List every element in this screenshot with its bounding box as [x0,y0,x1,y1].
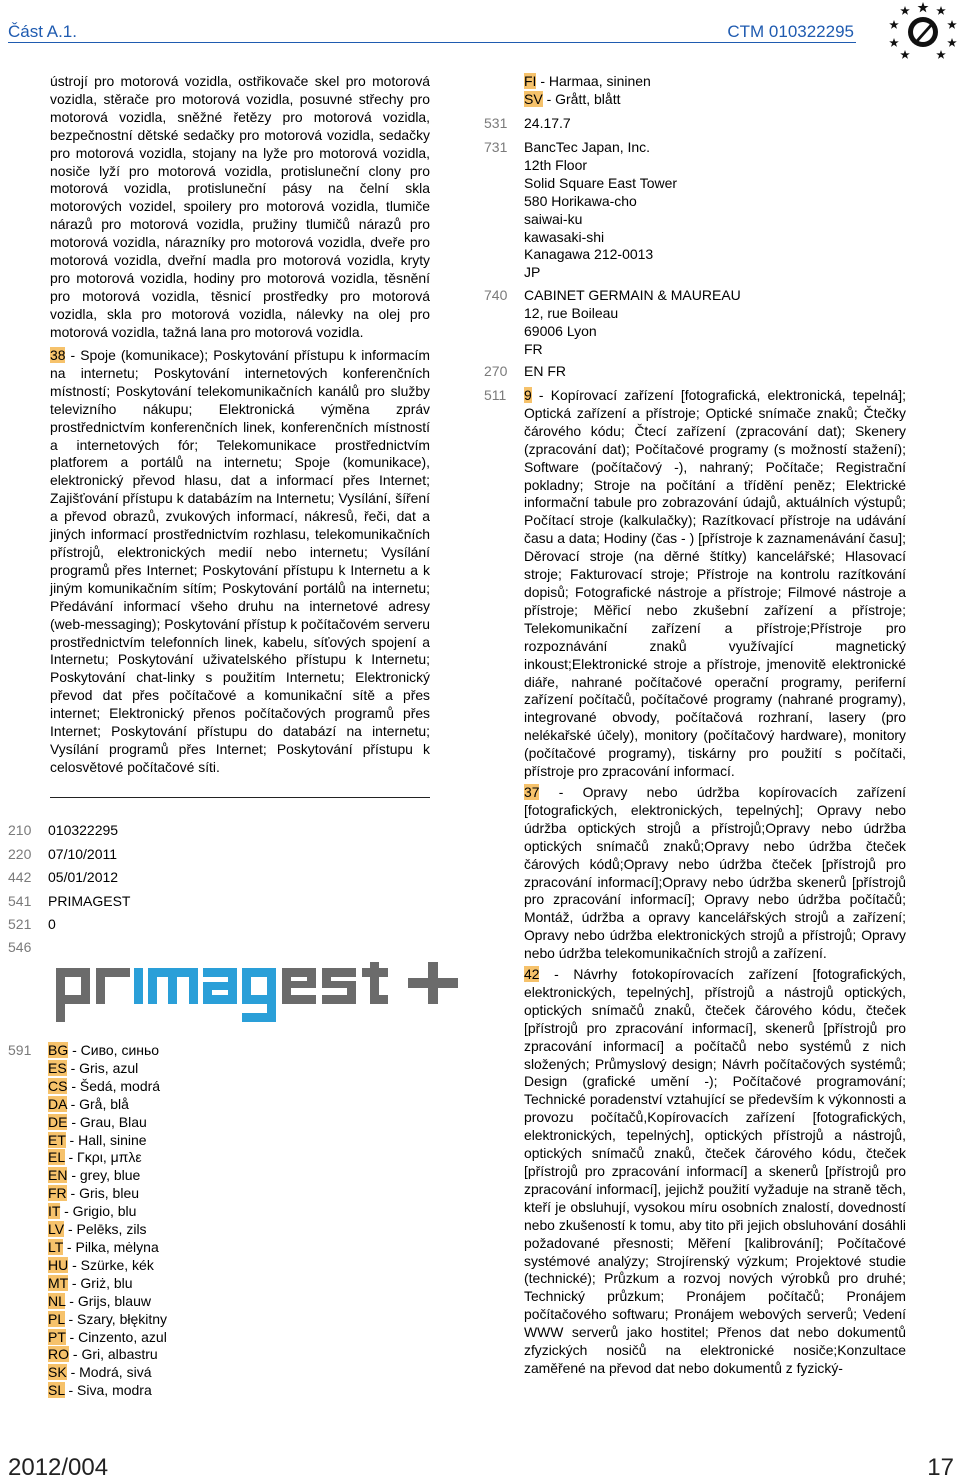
owner-line: 12th Floor [524,156,588,173]
class-9-paragraph [524,387,906,781]
field-541 [8,893,433,917]
mark-text: PRIMAGEST [48,893,131,909]
color-claim-item [48,1132,238,1150]
color-text: - Siva, modra [64,1382,152,1399]
class-42-paragraph [524,966,906,1378]
field-code: 210 [8,822,32,838]
class-38-block [50,347,430,777]
color-text: - Šedá, modrá [67,1077,161,1094]
field-511 [0,387,507,407]
color-claim-item [48,1364,238,1382]
owner-line: BancTec Japan, Inc. [524,139,651,155]
representative-line: CABINET GERMAIN & MAUREAU [524,287,741,303]
ctm-number: CTM 010322295 [727,22,854,41]
language-code: RO [48,1346,69,1363]
color-claim-item [48,1203,238,1221]
language-code: SV [524,90,543,107]
owner-line: Kanagawa 212-0013 [524,246,654,263]
class-37-paragraph [524,784,906,963]
language-code: HU [48,1256,69,1273]
color-text: - Gris, bleu [66,1185,140,1202]
owner-line: saiwai-ku [524,210,583,227]
primagest-logo [56,962,458,1028]
language-code: PL [48,1310,65,1327]
class-9-text: - Kopírovací zařízení [fotografická, elektronická, tepelná]; Optická zařízení a přístroje; Optické snímače znaků; Čtečky čárového kódu; Čtecí zařízení (zpracování dat); Skenery (zpracování dat); Počítačové programy (s možností stažení); Software (počítačový -), nahraný; Počítače; Registrační pokladny; Stroje na počítání a třídění peněz; Elektrické informační tabule pro zobrazování údajů, aktuálních výstupů; Počítací stroje (kalkulačky); Razítkovací přístroje na udávání času a data; Hodiny (čas - ) [přístroje k zaznamenávání času]; Děrovací stroje (na děrné štítky) kancelářské; Hlasovací stroje; Fakturovací stroje; Přístroje na kontrolu razítkování dopisů; Fotografické nástroje a přístroje; Filmové nástroje a přístroje; Měřicí nebo zkušební zařízení a přístroje; Telekomunikační zařízení a přístroje;Přístroje pro rozpoznávání znaků využívající magnetický inkoust;Elektronické stroje a přístroje, jmenovitě elektronické diáře, nahrané počítačové operační programy, periferní zařízení počítačů, počítačové programy (nahrané programy), integrované obvody, počítačová rozhraní, lasery (pro nelékařské účely), monitory (počítačový hardware), monitory (počítačové programy), tiskárny pro použití s počítači, přístroje pro zpracování informací. [524,387,906,780]
color-claim-item [48,1042,238,1060]
language-code: ES [48,1059,67,1076]
representative-line: FR [524,340,543,357]
language-code: MT [48,1274,68,1291]
field-code: 546 [8,939,32,955]
representative-line: 69006 Lyon [524,322,597,339]
field-521 [8,916,433,940]
color-claim-item [48,1311,238,1329]
representative-address [524,287,741,359]
language-code: NL [48,1292,66,1309]
owner-address [524,139,677,282]
color-text: - Grigio, blu [60,1203,137,1220]
field-270 [0,363,960,383]
color-claim-item [48,1239,238,1257]
color-claim-item [48,1114,238,1132]
color-claim-item [48,1060,238,1078]
language-code: PT [48,1328,66,1345]
field-210 [8,822,433,846]
class-42-text: - Návrhy fotokopírovacích zařízení [fotografických, elektronických, tepelných], přístrojů a nástrojů optických, optických snímačů znaků, čteček čárového kódu, čteček [přístrojů pro zpracování informací], skenerů [přístrojů pro zpracování informací] a počítačů nebo systémů z nich složených; Průmyslový design; Návrh počítačových systémů; Design (grafické umění -); Počítačové programování; Technické poradenství vztahující se především k výkonnosti a provozu počítačů,Kopírovacích zařízení [fotografických, elektronických, tepelných], optických přístrojů a nástrojů, optických snímačů znaků, čteček čárového kódu, čteček [přístrojů pro zpracování informací] a skenerů [přístrojů pro zpracování informací], jejichž použití vyžaduje na straně těch, kteří je obsluhují, vysokou míru osobních znalostí, dovedností nebo zkušeností k tomu, aby tito při jejich obsluhování dosáhli požadované přesnosti; Měření [kalibrování]; Počítačové systémové analýzy; Strojírenský výzkum; Projektové studie (technické); Průzkum a rozvoj nových výrobků pro druhé; Technický průzkum; Pronájem počítačů; Pronájem počítačového softwaru; Pronájem webových serverů; Vedení WWW serverů jako hostitel; Přenos dat nebo dokumentů zfyzických nosičů na elektronické nosiče;Konzultace zaměřené na převod dat nebo dokumentů z fyzický- [524,966,906,1376]
color-claim-item [48,1293,238,1311]
language-code: CS [48,1077,68,1094]
issue-number: 2012/004 [8,1454,109,1481]
field-code: 270 [484,363,508,379]
language-code: EN [48,1167,68,1184]
field-531 [0,115,960,135]
field-code: 541 [8,893,32,909]
field-731 [0,139,508,159]
field-code: 442 [8,869,32,885]
color-claims-right [524,73,651,109]
owner-line: kawasaki-shi [524,228,605,245]
class-38-text: - Spoje (komunikace); Poskytování přístupu k informacím na internetu; Poskytování internetových konferenčních místností; Poskytování telekomunikačních kanálů pro služby televizního nákupu; Elektronická výměna zpráv prostřednictvím konferenčních linek, konferenčních místností a internetových fór; Telekomunikace prostřednictvím platforem a portálů na internetu; Spoje (komunikace), elektronický převod hlasu, dat a informací přes Internet; Zajišťování přístupu k databázím na Internetu; Vysílání, šíření a převod obrazů, zvukových informací, nákresů, řeči, dat a jiných informací prostřednictvím rozhlasu, telekomunikačních přístrojů, elektronických medií nebo internetu; Vysílání programů přes Internet; Poskytování přístupu k Internetu a k jiným komunikačním sítím; Poskytování portálů na internetu; Předávání informací všeho druhu na internetové adresy (web-messaging); Poskytování přístup k počítačovém serveru prostřednictvím telefonních linek, kabelu, síťových spojení a Internetu; Poskytování uživatelského přístupu k Internetu; Poskytování chat-linky s použitím Internetu; Elektronický převod dat přes počítačové a komunikační sítě a přes internet; Elektronický přenos počítačových programů přes Internet; Poskytování přístupu do databází na internetu; Vysílání programů přes Internet; Poskytování přístupu k celosvětové počítačové síti. [50,347,430,775]
page-number: 17 [927,1454,954,1481]
color-claim-item [48,1185,238,1203]
class-37-block [524,784,906,963]
field-code: 731 [484,139,508,155]
color-text: - grey, blue [67,1167,141,1184]
color-text: - Hall, sinine [65,1131,147,1148]
owner-line: JP [524,264,541,281]
field-code: 220 [8,846,32,862]
class-9-block [524,387,906,781]
section-label: Část A.1. [8,22,77,41]
color-claim-item [48,1382,238,1400]
class-38-number: 38 [50,347,66,363]
language-code: LT [48,1238,64,1255]
color-claim-item [524,91,651,109]
color-text: - Grau, Blau [67,1113,147,1130]
class-37-text: - Opravy nebo údržba kopírovacích zařízení [fotografických, elektronických, tepelných]; Opravy nebo údržba optických strojů a přístrojů;Opravy nebo údržba optických snímačů znaků;Opravy nebo údržba čteček čárových kódů;Opravy nebo údržba čteček [přístrojů pro zpracování informací];Opravy nebo údržba skenerů [přístrojů pro zpracování informací]; Opravy nebo údržba počítačů; Montáž, údržba a opravy kancelářských strojů a zařízení; Opravy nebo údržba elektronických strojů a přístrojů; Opravy nebo údržba telekomunikačních strojů a zařízení. [524,784,906,962]
language-code: ET [48,1131,66,1148]
representative-line: 12, rue Boileau [524,304,619,321]
field-code: 591 [8,1042,32,1058]
color-claim-item [48,1275,238,1293]
color-text: - Grå, blå [66,1095,129,1112]
color-claim-item [48,1096,238,1114]
field-546 [8,939,433,963]
color-claims-list [48,1042,238,1400]
color-claim-item [524,73,651,91]
language-code: EL [48,1149,65,1166]
color-text: - Harmaa, sininen [536,73,651,89]
field-220 [8,846,433,870]
language-code: BG [48,1042,69,1058]
color-text: - Сиво, синьо [68,1042,160,1058]
color-claim-item [48,1078,238,1096]
color-text: - Modrá, sivá [66,1364,152,1381]
class-9-number: 9 [524,387,532,403]
class-42-number: 42 [524,966,540,982]
language-code: DA [48,1095,67,1112]
class-38-paragraph [50,347,430,777]
language-code: DE [48,1113,68,1130]
color-text: - Γκρι, μπλε [64,1149,142,1166]
color-claim-item [48,1167,238,1185]
class-37-number: 37 [524,784,540,800]
field-740 [0,287,508,307]
language-code: FI [524,73,537,89]
language-code: SL [48,1382,65,1399]
vienna-classification: 24.17.7 [524,115,571,131]
color-text: - Grijs, blauw [65,1292,151,1309]
field-code: 531 [484,115,508,131]
divider [50,797,430,798]
color-text: - Cinzento, azul [65,1328,167,1345]
field-code: 521 [8,916,32,932]
filing-date: 07/10/2011 [48,846,118,862]
application-number: 010322295 [48,822,119,838]
color-text: - Szürke, kék [68,1256,154,1273]
color-claim-item [48,1329,238,1347]
class-42-block [524,966,906,1378]
color-claim-item [48,1257,238,1275]
color-text: - Griż, blu [67,1274,133,1291]
owner-line: Solid Square East Tower [524,174,678,191]
color-text: - Szary, błękitny [64,1310,168,1327]
color-text: - Pelēks, zils [64,1221,147,1238]
language-code: FR [48,1185,67,1202]
color-text: - Gris, azul [66,1059,139,1076]
language-code: IT [48,1203,61,1220]
color-claim-item [48,1149,238,1167]
publication-date: 05/01/2012 [48,869,119,885]
field-code: 740 [484,287,508,303]
goods-text: ústrojí pro motorová vozidla, ostřikovače skel pro motorová vozidla, stěrače pro motorová vozidla, posuvné střechy pro motorová vozidla, sněžné řetězy pro motorová vozidla, bezpečnostní dětské sedačky pro motorová vozidla, sedačky pro motorová vozidla, stojany na lyže pro motorová vozidla, nosiče lyží pro motorová vozidla, protisluneční clony pro motorová vozidla, protisluneční pásy na čelní skla motorových vozidel, spoilery pro motorová vozidla, tlumiče nárazů pro motorová vozidla, pružiny tlumičů nárazů pro motorová vozidla, nárazníky pro motorová vozidla, dveře pro motorová vozidla, dveřní madla pro motorová vozidla, kryty pro motorová vozidla, hodiny pro motorová vozidla, těsnění pro motorová vozidla, těsnicí prostředky pro motorová vozidla, skla pro motorová vozidla, nálevky na olej pro motorová vozidla, tažná lana pro motorová vozidla. [50,73,430,340]
field-442 [8,869,433,893]
owner-line: 580 Horikawa-cho [524,192,637,209]
color-claim-item [48,1346,238,1364]
color-text: - Pilka, mėlyna [63,1238,159,1255]
color-claim-item [48,1221,238,1239]
languages: EN FR [524,363,566,379]
field-521-value: 0 [48,916,56,932]
language-code: SK [48,1364,67,1381]
field-code: 511 [484,387,507,403]
color-text: - Grått, blått [542,90,621,107]
eu-emblem-icon [886,0,960,62]
language-code: LV [48,1221,65,1238]
color-text: - Gri, albastru [69,1346,158,1363]
header-rule [8,42,856,43]
